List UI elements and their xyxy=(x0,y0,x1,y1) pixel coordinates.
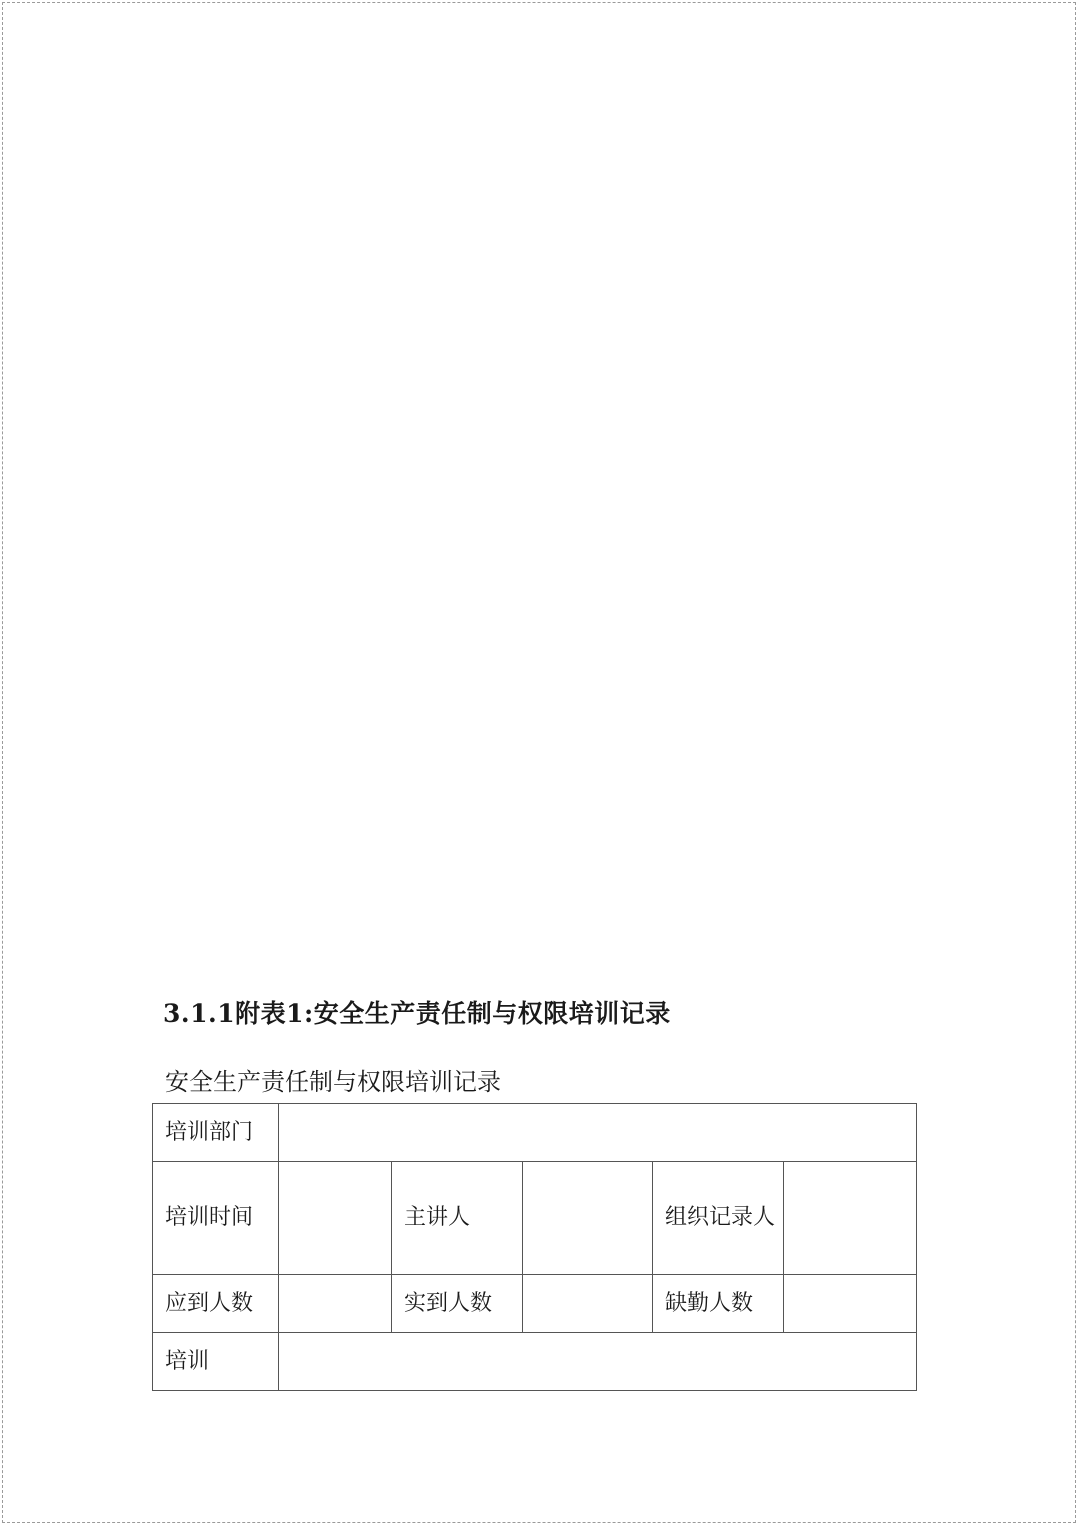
training-time-value[interactable] xyxy=(279,1162,392,1275)
department-label: 培训部门 xyxy=(153,1104,279,1162)
training-value[interactable] xyxy=(279,1333,917,1391)
training-time-label: 培训时间 xyxy=(153,1162,279,1275)
actual-count-value[interactable] xyxy=(523,1275,653,1333)
department-value[interactable] xyxy=(279,1104,917,1162)
recorder-value[interactable] xyxy=(784,1162,917,1275)
expected-count-label: 应到人数 xyxy=(153,1275,279,1333)
absent-count-label: 缺勤人数 xyxy=(653,1275,784,1333)
training-record-table xyxy=(152,1103,917,1391)
table-row-time xyxy=(153,1162,917,1275)
table-row-attendance xyxy=(153,1275,917,1333)
recorder-label: 组织记录人 xyxy=(665,1205,776,1230)
section-heading: 3.1.1附表1:安全生产责任制与权限培训记录 xyxy=(163,999,671,1028)
absent-count-value[interactable] xyxy=(784,1275,917,1333)
table-row-department xyxy=(153,1104,917,1162)
recorder-label-cell xyxy=(653,1162,784,1275)
speaker-value[interactable] xyxy=(523,1162,653,1275)
table-row-training xyxy=(153,1333,917,1391)
expected-count-value[interactable] xyxy=(279,1275,392,1333)
table-caption: 安全生产责任制与权限培训记录 xyxy=(165,1068,501,1096)
actual-count-label: 实到人数 xyxy=(392,1275,523,1333)
training-label: 培训 xyxy=(153,1333,279,1391)
speaker-label: 主讲人 xyxy=(392,1162,523,1275)
